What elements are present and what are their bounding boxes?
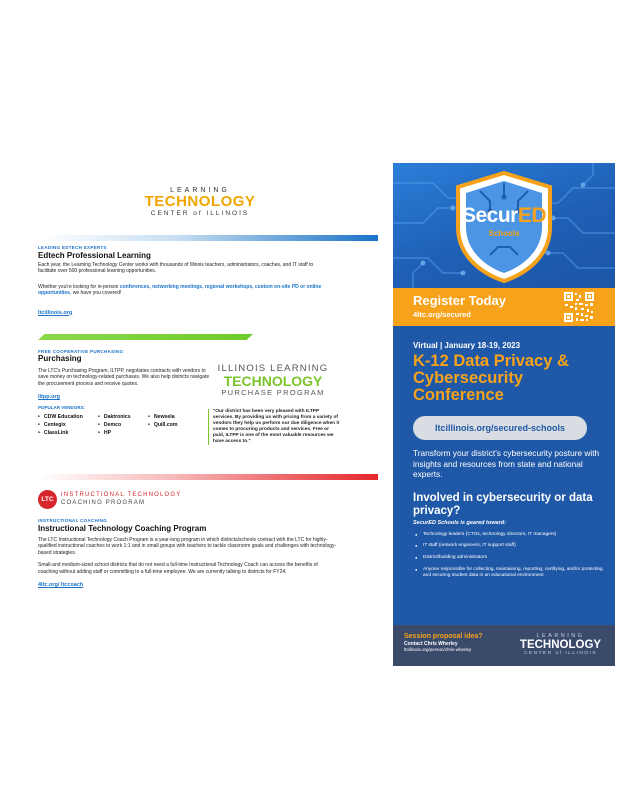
edtech-section bbox=[38, 245, 328, 316]
edtech-lead: Whether you're looking for in-person bbox=[38, 283, 120, 290]
footer-ltc-logo bbox=[513, 633, 608, 656]
vendor-list bbox=[38, 414, 213, 436]
itc-logo-text bbox=[61, 492, 181, 507]
iltpp-logo-line3: PURCHASE PROGRAM bbox=[221, 388, 325, 397]
ltc-logo-line2: TECHNOLOGY bbox=[144, 193, 256, 210]
vendors-title: POPULAR VENDORS: bbox=[38, 405, 86, 411]
blue-divider bbox=[38, 235, 378, 241]
itc-logo-line1: INSTRUCTIONAL TECHNOLOGY bbox=[61, 492, 182, 498]
ltc-badge-icon: LTC bbox=[38, 490, 57, 509]
secured-panel bbox=[393, 163, 615, 666]
coaching-link[interactable]: 4ltc.org/ ltccoach bbox=[38, 582, 84, 589]
purchasing-link[interactable]: iltpp.org bbox=[38, 394, 60, 401]
purchasing-kicker: FREE COOPERATIVE PURCHASING bbox=[38, 349, 124, 354]
footer-logo-line3: CENTER of ILLINOIS bbox=[523, 651, 598, 656]
edtech-highlights: conferences, networking meetings, regional workshops, custom on-site PD or online opportunities bbox=[38, 283, 322, 297]
vendor-item: • Newsela bbox=[148, 414, 198, 420]
edtech-tail: , we have you covered! bbox=[69, 290, 122, 297]
brand-main: Secur bbox=[461, 204, 518, 227]
conference-info bbox=[413, 341, 603, 584]
audience-list bbox=[413, 532, 603, 579]
coaching-body-1: The LTC Instructional Technology Coach Program is a year-long program in which districts/schools contract with the LTC for highly-qualified instructional coaches to work 1:1 and in small groups with teachers to tackle classroom goals and challenges with technology-based strategies. bbox=[38, 537, 337, 556]
purchasing-section bbox=[38, 349, 213, 436]
register-banner[interactable] bbox=[393, 288, 615, 326]
secured-brand-title bbox=[393, 204, 615, 228]
audience-item: ● Technology leaders (CTOs, technology directors, IT managers) bbox=[413, 532, 603, 538]
coaching-body-2: Small-and medium-sized school districts that do not need a full-time Instructional Technology Coach can access the benefits of coaching without adding staff or committing to a full-time employee. We are currently talking to districts for FY24. bbox=[38, 562, 318, 575]
hero-banner bbox=[393, 163, 615, 288]
conference-url-pill[interactable]: ltcillinois.org/secured-schools bbox=[413, 416, 587, 440]
vendor-item: • CDW Education bbox=[38, 414, 98, 420]
audience-question: Involved in cybersecurity or data privacy? bbox=[413, 491, 593, 517]
session-contact bbox=[404, 633, 514, 652]
green-divider bbox=[38, 334, 253, 340]
coaching-section bbox=[38, 490, 338, 588]
footer-logo-line2: TECHNOLOGY bbox=[519, 639, 602, 651]
vendor-item: • Demco bbox=[98, 422, 148, 428]
conference-dateline: Virtual | January 18-19, 2023 bbox=[413, 341, 521, 350]
audience-item: ● IT staff (network engineers, IT support staff) bbox=[413, 543, 603, 549]
edtech-link[interactable]: ltcillinois.org bbox=[38, 309, 73, 316]
panel-footer bbox=[393, 625, 615, 666]
edtech-offerings bbox=[38, 284, 328, 297]
vendor-item: • Centegix bbox=[38, 422, 98, 428]
ltc-logo-line3: CENTER of ILLINOIS bbox=[150, 210, 250, 217]
testimonial-quote: "Our district has been very pleased with ILTPP services. By providing us with pricing from a variety of vendors they help us perform our due diligence when it comes to procuring products and services. Free or paid, ILTPP is one of the most valuable resources we have access to." bbox=[208, 409, 340, 445]
secured-brand-sub: Schools bbox=[488, 229, 520, 238]
audience-item: ● Anyone responsible for collecting, maintaining, reporting, certifying, and/or protecting and securing student data in an educational environment bbox=[413, 567, 603, 579]
vendor-item: • Daktronics bbox=[98, 414, 148, 420]
edtech-kicker: LEADING EDTECH EXPERTS bbox=[38, 245, 107, 250]
register-url[interactable]: 4ltc.org/secured bbox=[413, 310, 471, 319]
conference-description: Transform your district's cybersecurity posture with insights and resources from state and national experts. bbox=[413, 448, 600, 479]
session-question: Session proposal idea? bbox=[404, 633, 483, 640]
ltc-logo-line1: LEARNING bbox=[170, 187, 230, 194]
coaching-title: Instructional Technology Coaching Program bbox=[38, 524, 207, 533]
session-contact-url[interactable]: ltcillinois.org/person/chris-wherley bbox=[404, 647, 472, 652]
red-divider bbox=[38, 474, 378, 480]
coaching-kicker: INSTRUCTIONAL COACHING bbox=[38, 518, 108, 523]
purchasing-body: The LTC's Purchasing Program, ILTPP, negotiates contracts with vendors to save money on technology-related purchases. We also help districts navigate the procurement process and receive quotes. bbox=[38, 368, 210, 387]
audience-item: ● District/building administrators bbox=[413, 555, 603, 561]
vendor-item: • ClassLink bbox=[38, 430, 98, 436]
edtech-title: Edtech Professional Learning bbox=[38, 251, 151, 260]
session-contact-name: Contact Chris Wherley bbox=[404, 641, 458, 647]
vendor-item: • HP bbox=[98, 430, 148, 436]
edtech-body: Each year, the Learning Technology Center works with thousands of Illinois teachers, administrators, coaches, and IT staff to facilitate over 500 professional learning opportunities. bbox=[38, 262, 314, 275]
vendor-item: • Quill.com bbox=[148, 422, 198, 428]
iltpp-logo bbox=[213, 363, 333, 397]
left-column bbox=[38, 163, 378, 633]
audience-subtitle: SecurED Schools is geared toward: bbox=[413, 519, 506, 526]
qr-code-icon[interactable] bbox=[563, 291, 595, 323]
itc-logo bbox=[38, 490, 338, 509]
conference-title: K-12 Data Privacy & Cybersecurity Conference bbox=[413, 352, 569, 404]
brand-accent: ED bbox=[517, 204, 547, 227]
footer-logo-line1: LEARNING bbox=[536, 633, 585, 639]
register-title: Register Today bbox=[413, 293, 506, 308]
ltc-logo bbox=[140, 187, 260, 217]
iltpp-logo-line2: TECHNOLOGY bbox=[223, 373, 323, 389]
iltpp-logo-line1: ILLINOIS LEARNING bbox=[217, 363, 329, 374]
purchasing-title: Purchasing bbox=[38, 354, 82, 363]
itc-logo-line2: COACHING PROGRAM bbox=[61, 499, 146, 506]
